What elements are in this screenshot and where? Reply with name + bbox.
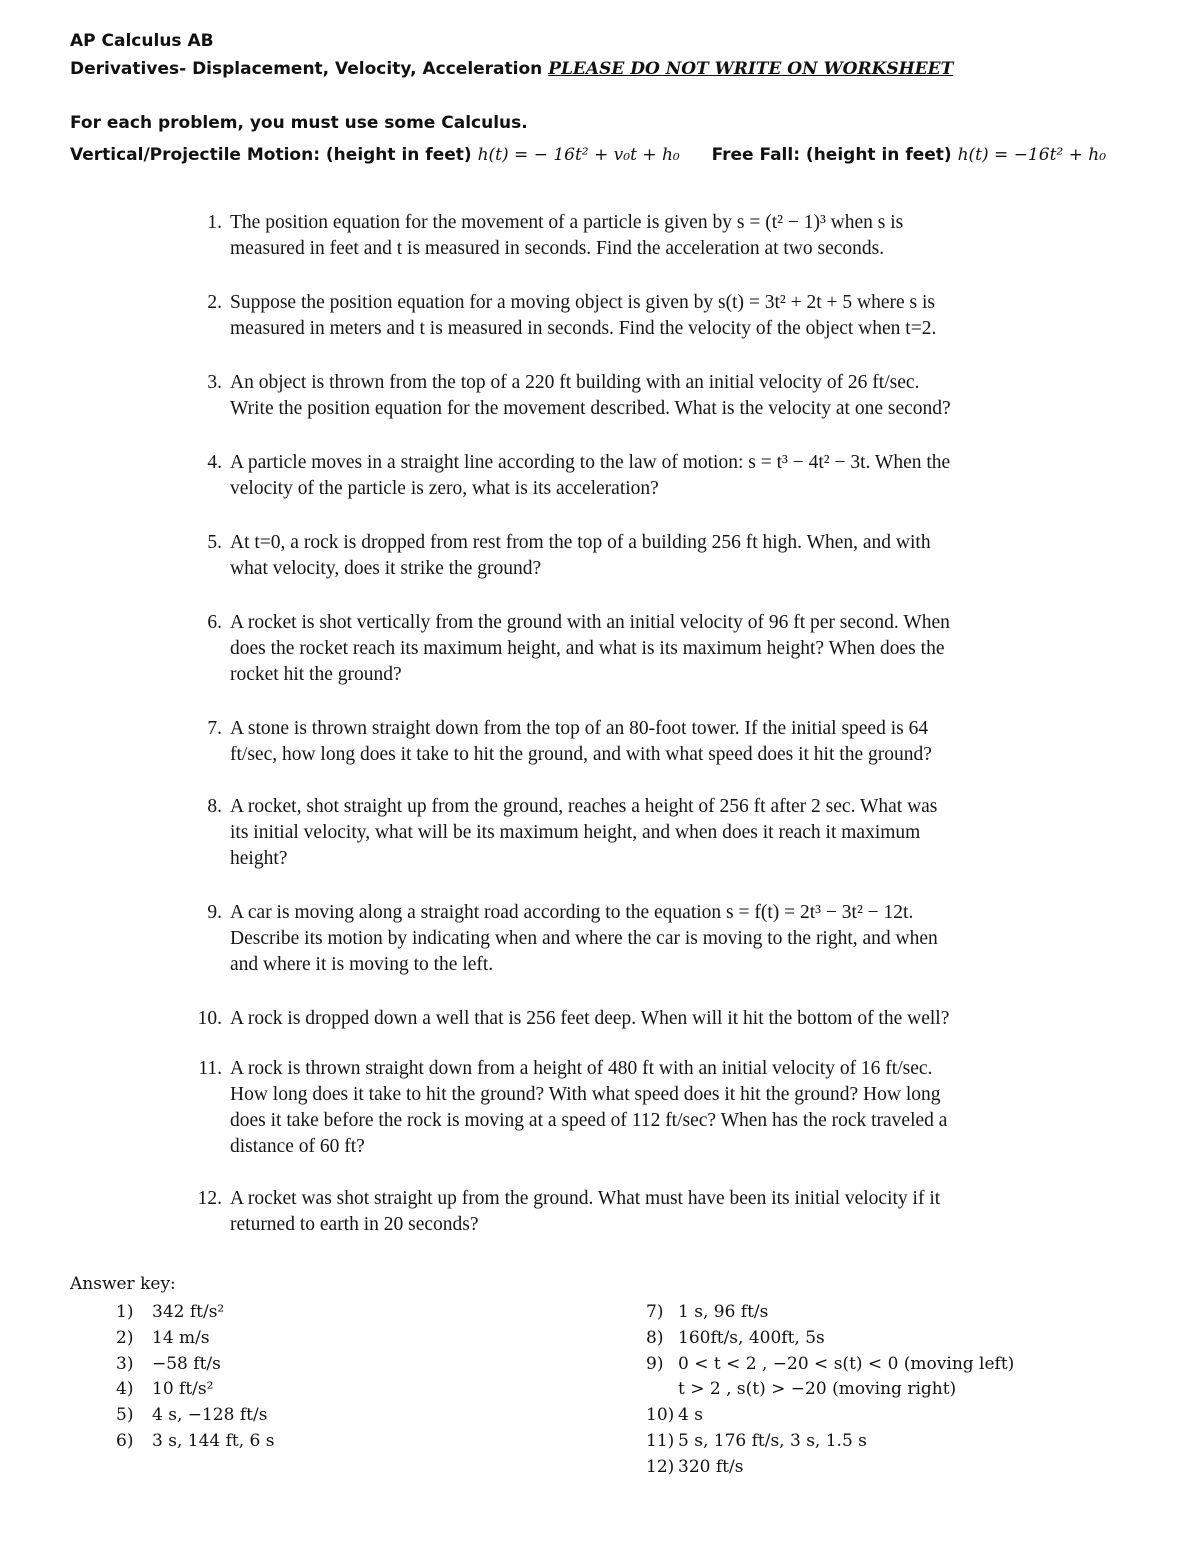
- answer-number: 5): [116, 1405, 134, 1426]
- problem-line: what velocity, does it strike the ground?: [230, 558, 542, 579]
- answer-number: 11): [646, 1430, 675, 1451]
- problem-6: [190, 610, 1060, 688]
- problem-text: [230, 290, 1060, 342]
- answer-value: 14 m/s: [152, 1327, 210, 1348]
- answer-key-right-column: [646, 1300, 1014, 1481]
- answer-item: [116, 1300, 274, 1326]
- problem-line: At t=0, a rock is dropped from rest from the top of a building 256 ft high. When, and with: [230, 532, 931, 553]
- problem-number: 9.: [207, 902, 222, 923]
- answer-number: 3): [116, 1353, 134, 1374]
- answer-item: [116, 1377, 274, 1403]
- problem-text: [230, 716, 1060, 768]
- answer-key-left-column: [116, 1300, 274, 1455]
- answer-number: 10): [646, 1405, 675, 1426]
- problem-line: A stone is thrown straight down from the top of an 80-foot tower. If the initial speed is 64: [230, 718, 929, 739]
- problem-line: ft/sec, how long does it take to hit the ground, and with what speed does it hit the ground?: [230, 744, 932, 765]
- course-title: AP Calculus AB: [70, 31, 214, 51]
- problem-line: does the rocket reach its maximum height, and what is its maximum height? When does the: [230, 638, 945, 659]
- answer-number: 4): [116, 1379, 134, 1400]
- problem-line: measured in meters and t is measured in seconds. Find the velocity of the object when t=2.: [230, 318, 937, 339]
- problem-text: [230, 610, 1060, 688]
- problem-line: measured in feet and t is measured in seconds. Find the acceleration at two seconds.: [230, 238, 885, 259]
- answer-item: [646, 1352, 1014, 1378]
- problem-number: 4.: [207, 452, 222, 473]
- problem-line: A rock is thrown straight down from a height of 480 ft with an initial velocity of 16 ft/sec.: [230, 1058, 933, 1079]
- free-fall-label: Free Fall: (height in feet): [711, 145, 952, 165]
- problem-line: Describe its motion by indicating when and where the car is moving to the right, and when: [230, 928, 938, 949]
- answer-value: 320 ft/s: [678, 1456, 744, 1477]
- problem-number: 8.: [207, 796, 222, 817]
- problem-text: [230, 450, 1060, 502]
- problem-line: The position equation for the movement of a particle is given by s = (t² − 1)³ when s is: [230, 212, 904, 233]
- problem-line: rocket hit the ground?: [230, 664, 402, 685]
- answer-item: [646, 1455, 1014, 1481]
- vertical-motion-formula: h(t) = − 16t² + v₀t + h₀: [477, 145, 680, 165]
- answer-item: [116, 1403, 274, 1429]
- problem-12: [190, 1186, 1060, 1238]
- answer-item: [646, 1377, 1014, 1403]
- problem-line: height?: [230, 848, 288, 869]
- problem-9: [190, 900, 1060, 978]
- problem-number: 1.: [207, 212, 222, 233]
- answer-key-label: Answer key:: [70, 1274, 176, 1294]
- problem-8: [190, 794, 1060, 872]
- answer-value: 342 ft/s²: [152, 1302, 225, 1322]
- problem-1: [190, 210, 1060, 262]
- problem-number: 2.: [207, 292, 222, 313]
- answer-number: 1): [116, 1302, 134, 1322]
- answer-value: 160ft/s, 400ft, 5s: [678, 1327, 825, 1348]
- problem-5: [190, 530, 1060, 582]
- problem-line: returned to earth in 20 seconds?: [230, 1214, 479, 1235]
- problem-text: [230, 1186, 1060, 1238]
- problem-line: Write the position equation for the movement described. What is the velocity at one second?: [230, 398, 951, 419]
- answer-item: [646, 1403, 1014, 1429]
- problem-4: [190, 450, 1060, 502]
- problem-line: Suppose the position equation for a moving object is given by s(t) = 3t² + 2t + 5 where s is: [230, 292, 935, 313]
- problem-number: 6.: [207, 612, 222, 633]
- answer-value: 10 ft/s²: [152, 1379, 214, 1400]
- answer-number: 12): [646, 1456, 675, 1477]
- title-text: Derivatives- Displacement, Velocity, Acceleration: [70, 59, 543, 79]
- answer-item: [646, 1429, 1014, 1455]
- problem-7: [190, 716, 1060, 768]
- answer-item: [646, 1300, 1014, 1326]
- problem-text: [230, 370, 1060, 422]
- problem-10: [190, 1006, 1060, 1032]
- problem-line: A car is moving along a straight road according to the equation s = f(t) = 2t³ − 3t² − 12t.: [230, 902, 914, 923]
- problem-line: velocity of the particle is zero, what is its acceleration?: [230, 478, 659, 499]
- answer-item: [116, 1429, 274, 1455]
- do-not-write-warning: PLEASE DO NOT WRITE ON WORKSHEET: [548, 59, 954, 79]
- problem-text: [230, 900, 1060, 978]
- problem-line: and where it is moving to the left.: [230, 954, 494, 975]
- free-fall-formula: h(t) = −16t² + h₀: [957, 145, 1107, 165]
- problem-line: How long does it take to hit the ground? With what speed does it hit the ground? How long: [230, 1084, 941, 1105]
- answer-number: 6): [116, 1430, 134, 1451]
- problem-line: A rocket, shot straight up from the ground, reaches a height of 256 ft after 2 sec. What was: [230, 796, 938, 817]
- problem-text: [230, 794, 1060, 872]
- answer-value: t > 2 , s(t) > −20 (moving right): [678, 1379, 957, 1400]
- answer-value: 0 < t < 2 , −20 < s(t) < 0 (moving left): [678, 1353, 1015, 1374]
- worksheet-title: [70, 59, 953, 79]
- problem-line: A particle moves in a straight line according to the law of motion: s = t³ − 4t² − 3t. When the: [230, 452, 951, 473]
- problem-line: A rocket was shot straight up from the ground. What must have been its initial velocity if it: [230, 1188, 941, 1209]
- problem-text: [230, 530, 1060, 582]
- vertical-motion-label: Vertical/Projectile Motion: (height in feet): [70, 145, 472, 165]
- answer-item: [116, 1326, 274, 1352]
- problem-3: [190, 370, 1060, 422]
- answer-value: 3 s, 144 ft, 6 s: [152, 1430, 275, 1451]
- problem-11: [190, 1056, 1060, 1160]
- answer-value: 1 s, 96 ft/s: [678, 1302, 769, 1322]
- answer-number: 2): [116, 1327, 134, 1348]
- answer-number: 8): [646, 1327, 664, 1348]
- problem-number: 10.: [197, 1008, 222, 1029]
- problem-number: 12.: [197, 1188, 222, 1209]
- answer-item: [646, 1326, 1014, 1352]
- answer-value: −58 ft/s: [152, 1353, 221, 1374]
- problem-line: A rock is dropped down a well that is 256 feet deep. When will it hit the bottom of the well?: [230, 1008, 950, 1029]
- answer-value: 4 s: [678, 1405, 703, 1426]
- problem-line: An object is thrown from the top of a 220 ft building with an initial velocity of 26 ft/sec.: [230, 372, 920, 393]
- answer-value: 5 s, 176 ft/s, 3 s, 1.5 s: [678, 1430, 867, 1451]
- problem-number: 11.: [198, 1058, 222, 1079]
- problem-number: 3.: [207, 372, 222, 393]
- answer-value: 4 s, −128 ft/s: [152, 1405, 268, 1426]
- problem-line: does it take before the rock is moving at a speed of 112 ft/sec? When has the rock traveled a: [230, 1110, 948, 1131]
- problem-line: its initial velocity, what will be its maximum height, and when does it reach it maximum: [230, 822, 921, 843]
- problem-2: [190, 290, 1060, 342]
- problem-number: 7.: [207, 718, 222, 739]
- instructions: For each problem, you must use some Calculus.: [70, 113, 528, 133]
- answer-number: 7): [646, 1302, 664, 1322]
- answer-number: 9): [646, 1353, 664, 1374]
- problem-text: [230, 210, 1060, 262]
- problem-text: [230, 1006, 1060, 1032]
- answer-item: [116, 1352, 274, 1378]
- problem-text: [230, 1056, 1060, 1160]
- problem-line: distance of 60 ft?: [230, 1136, 365, 1157]
- formula-line: [70, 145, 1106, 165]
- problem-line: A rocket is shot vertically from the ground with an initial velocity of 96 ft per second. When: [230, 612, 950, 633]
- problem-number: 5.: [207, 532, 222, 553]
